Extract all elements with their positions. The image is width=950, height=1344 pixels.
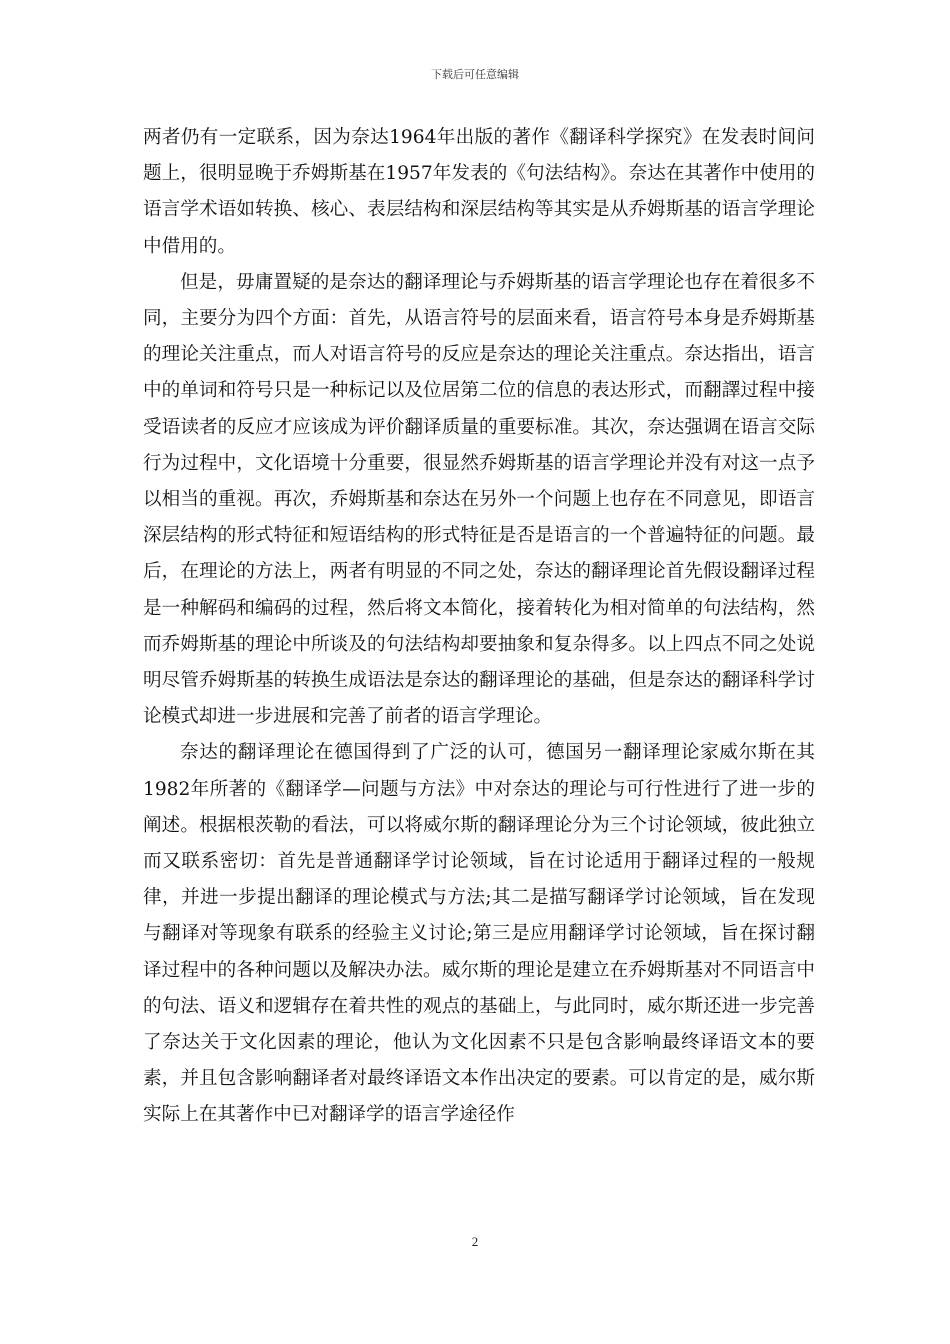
- paragraph-2: 但是，毋庸置疑的是奈达的翻译理论与乔姆斯基的语言学理论也存在着很多不同，主要分为四个方面：首先，从语言符号的层面来看，语言符号本身是乔姆斯基的理论关注重点，而人对语言符号的反应是奈达的理论关注重点。奈达指出，语言中的单词和符号只是一种标记以及位居第二位的信息的表达形式，而翻譯过程中接受语读者的反应才应该成为评价翻译质量的重要标准。其次，奈达强调在语言交际行为过程中，文化语境十分重要，很显然乔姆斯基的语言学理论并没有对这一点予以相当的重视。再次，乔姆斯基和奈达在另外一个问题上也存在不同意见，即语言深层结构的形式特征和短语结构的形式特征是否是语言的一个普遍特征的问题。最后，在理论的方法上，两者有明显的不同之处，奈达的翻译理论首先假设翻译过程是一种解码和编码的过程，然后将文本简化，接着转化为相对简单的句法结构，然而乔姆斯基的理论中所谈及的句法结构却要抽象和复杂得多。以上四点不同之处说明尽管乔姆斯基的转换生成语法是奈达的翻译理论的基础，但是奈达的翻译科学讨论模式却进一步进展和完善了前者的语言学理论。: [143, 271, 815, 728]
- page-header: 下载后可任意编辑: [431, 68, 519, 81]
- page-number: 2: [471, 1234, 479, 1249]
- paragraph-3: 奈达的翻译理论在德国得到了广泛的认可，德国另一翻译理论家威尔斯在其1982年所著的《翻译学—问题与方法》中对奈达的理论与可行性进行了进一步的阐述。根据根茨勒的看法，可以将威尔斯的翻译理论分为三个讨论领域，彼此独立而又联系密切：首先是普通翻译学讨论领域，旨在讨论适用于翻译过程的一般规律，并进一步提出翻译的理论模式与方法;其二是描写翻译学讨论领域，旨在发现与翻译对等现象有联系的经验主义讨论;第三是应用翻译学讨论领域，旨在探讨翻译过程中的各种问题以及解决办法。威尔斯的理论是建立在乔姆斯基对不同语言中的句法、语义和逻辑存在着共性的观点的基础上，与此同时，威尔斯还进一步完善了奈达关于文化因素的理论，他认为文化因素不只是包含影响最终译语文本的要素，并且包含影响翻译者对最终译语文本作出决定的要素。可以肯定的是，威尔斯实际上在其著作中已对翻译学的语言学途径作: [143, 742, 815, 1126]
- paragraph-1: 两者仍有一定联系，因为奈达1964年出版的著作《翻译科学探究》在发表时间问题上，很明显晚于乔姆斯基在1957年发表的《句法结构》。奈达在其著作中使用的语言学术语如转换、核心、表层结构和深层结构等其实是从乔姆斯基的语言学理论中借用的。: [143, 127, 815, 257]
- body-text: [143, 120, 815, 1134]
